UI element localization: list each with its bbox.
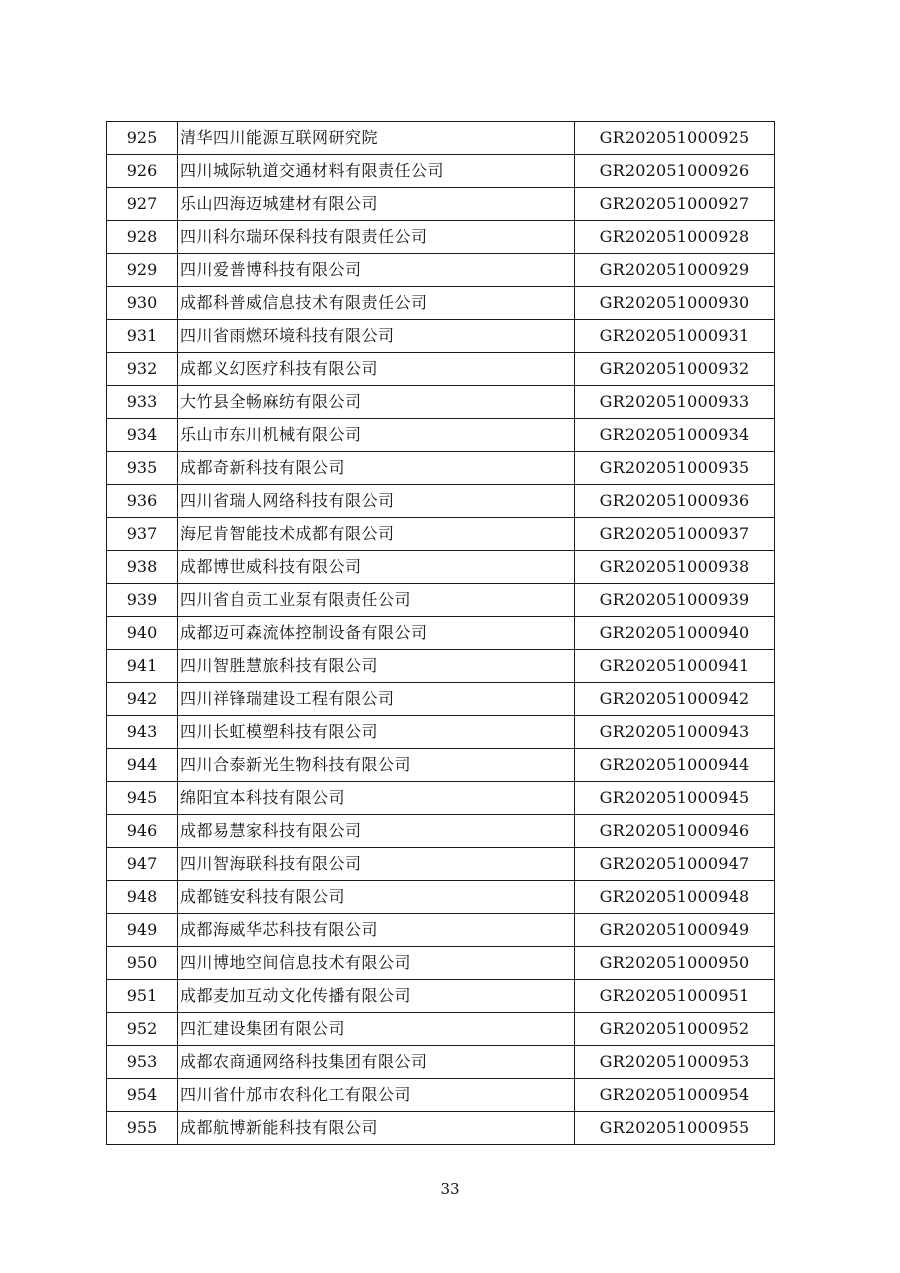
company-name: 四川爱普博科技有限公司 [178,254,575,287]
row-number: 954 [107,1079,178,1112]
company-name: 成都麦加互动文化传播有限公司 [178,980,575,1013]
row-number: 930 [107,287,178,320]
certificate-code: GR202051000946 [575,815,775,848]
company-name: 四川省瑞人网络科技有限公司 [178,485,575,518]
row-number: 944 [107,749,178,782]
company-name: 四川智海联科技有限公司 [178,848,575,881]
company-name: 成都链安科技有限公司 [178,881,575,914]
certificate-code: GR202051000927 [575,188,775,221]
row-number: 951 [107,980,178,1013]
row-number: 943 [107,716,178,749]
certificate-code: GR202051000955 [575,1112,775,1145]
certificate-code: GR202051000925 [575,122,775,155]
table-row [107,155,775,188]
certificate-code: GR202051000940 [575,617,775,650]
table-row [107,1112,775,1145]
certificate-code: GR202051000951 [575,980,775,1013]
certificate-code: GR202051000939 [575,584,775,617]
company-name: 四川祥锋瑞建设工程有限公司 [178,683,575,716]
row-number: 926 [107,155,178,188]
row-number: 941 [107,650,178,683]
company-name: 成都易慧家科技有限公司 [178,815,575,848]
table-row [107,947,775,980]
company-name: 乐山四海迈城建材有限公司 [178,188,575,221]
row-number: 942 [107,683,178,716]
certificate-code: GR202051000945 [575,782,775,815]
certificate-code: GR202051000935 [575,452,775,485]
table-row [107,485,775,518]
table-row [107,353,775,386]
table-row [107,221,775,254]
row-number: 953 [107,1046,178,1079]
certificate-code: GR202051000926 [575,155,775,188]
company-name: 成都义幻医疗科技有限公司 [178,353,575,386]
table-row [107,1013,775,1046]
table-row [107,1046,775,1079]
row-number: 925 [107,122,178,155]
table-row [107,1079,775,1112]
table-row [107,122,775,155]
certificate-code: GR202051000941 [575,650,775,683]
company-name: 乐山市东川机械有限公司 [178,419,575,452]
table-row [107,188,775,221]
certificate-code: GR202051000954 [575,1079,775,1112]
table-row [107,881,775,914]
company-name: 成都航博新能科技有限公司 [178,1112,575,1145]
row-number: 948 [107,881,178,914]
page-number: 33 [440,1180,460,1198]
company-name: 绵阳宜本科技有限公司 [178,782,575,815]
certificate-code: GR202051000947 [575,848,775,881]
row-number: 937 [107,518,178,551]
table-row [107,617,775,650]
company-name: 四川省雨燃环境科技有限公司 [178,320,575,353]
company-name: 清华四川能源互联网研究院 [178,122,575,155]
table-row [107,320,775,353]
certificate-code: GR202051000948 [575,881,775,914]
row-number: 946 [107,815,178,848]
company-name: 海尼肯智能技术成都有限公司 [178,518,575,551]
row-number: 927 [107,188,178,221]
row-number: 933 [107,386,178,419]
row-number: 936 [107,485,178,518]
company-name: 成都海威华芯科技有限公司 [178,914,575,947]
certificate-code: GR202051000932 [575,353,775,386]
row-number: 949 [107,914,178,947]
certificate-code: GR202051000938 [575,551,775,584]
row-number: 952 [107,1013,178,1046]
row-number: 938 [107,551,178,584]
table-row [107,287,775,320]
table-row [107,749,775,782]
row-number: 945 [107,782,178,815]
table-row [107,518,775,551]
row-number: 931 [107,320,178,353]
company-name: 大竹县全畅麻纺有限公司 [178,386,575,419]
certificate-code: GR202051000937 [575,518,775,551]
table-row [107,254,775,287]
company-name: 成都博世威科技有限公司 [178,551,575,584]
row-number: 934 [107,419,178,452]
table-body [107,122,775,1145]
row-number: 935 [107,452,178,485]
certificate-code: GR202051000952 [575,1013,775,1046]
certificate-code: GR202051000934 [575,419,775,452]
table-row [107,980,775,1013]
company-name: 成都农商通网络科技集团有限公司 [178,1046,575,1079]
table-row [107,683,775,716]
table-row [107,452,775,485]
company-name: 成都奇新科技有限公司 [178,452,575,485]
company-name: 四川省什邡市农科化工有限公司 [178,1079,575,1112]
company-name: 四川长虹模塑科技有限公司 [178,716,575,749]
table-row [107,551,775,584]
table-row [107,650,775,683]
certificate-code: GR202051000928 [575,221,775,254]
certificate-code: GR202051000944 [575,749,775,782]
row-number: 955 [107,1112,178,1145]
row-number: 940 [107,617,178,650]
certificate-code: GR202051000929 [575,254,775,287]
company-name: 四川博地空间信息技术有限公司 [178,947,575,980]
certificate-code: GR202051000943 [575,716,775,749]
table-row [107,386,775,419]
table-row [107,419,775,452]
certificate-code: GR202051000953 [575,1046,775,1079]
company-name: 四川智胜慧旅科技有限公司 [178,650,575,683]
certificate-code: GR202051000949 [575,914,775,947]
company-name: 四川科尔瑞环保科技有限责任公司 [178,221,575,254]
row-number: 928 [107,221,178,254]
certificate-code: GR202051000950 [575,947,775,980]
company-name: 四川城际轨道交通材料有限责任公司 [178,155,575,188]
table-row [107,584,775,617]
table-row [107,848,775,881]
certificate-code: GR202051000931 [575,320,775,353]
table-row [107,815,775,848]
certificate-code: GR202051000936 [575,485,775,518]
certificate-code: GR202051000942 [575,683,775,716]
table-row [107,782,775,815]
certificate-code: GR202051000930 [575,287,775,320]
row-number: 950 [107,947,178,980]
company-name: 成都迈可森流体控制设备有限公司 [178,617,575,650]
enterprise-list-table [106,121,775,1145]
row-number: 929 [107,254,178,287]
row-number: 932 [107,353,178,386]
company-name: 四汇建设集团有限公司 [178,1013,575,1046]
company-name: 四川合泰新光生物科技有限公司 [178,749,575,782]
certificate-code: GR202051000933 [575,386,775,419]
row-number: 947 [107,848,178,881]
table-row [107,914,775,947]
row-number: 939 [107,584,178,617]
company-name: 成都科普威信息技术有限责任公司 [178,287,575,320]
table-row [107,716,775,749]
company-name: 四川省自贡工业泵有限责任公司 [178,584,575,617]
